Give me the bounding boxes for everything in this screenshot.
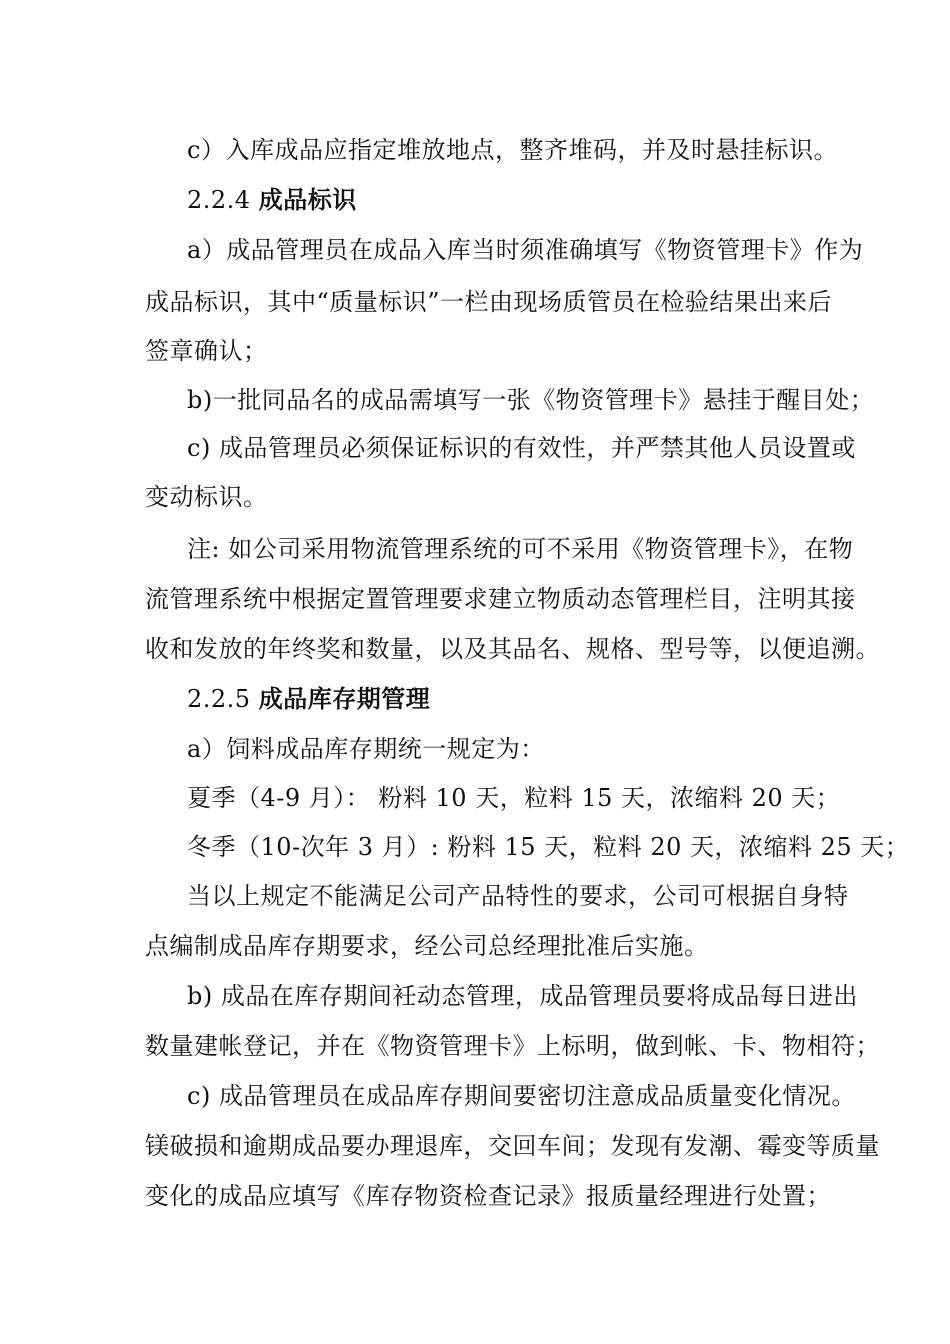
paragraph-line: a）饲料成品库存期统一规定为：: [187, 735, 545, 763]
paragraph-line: c）入库成品应指定堆放地点，整齐堆码，并及时悬挂标识。: [187, 136, 838, 164]
paragraph-line: 变动标识。: [145, 483, 268, 511]
section-heading-2-2-5: [187, 683, 430, 715]
paragraph-line: 镁破损和逾期成品要办理退库，交回车间；发现有发潮、霉变等质量: [145, 1132, 880, 1160]
paragraph-line: 夏季（4-9 月）： 粉料 10 天，粒料 15 天，浓缩料 20 天；: [187, 784, 841, 812]
paragraph-line: 点编制成品库存期要求，经公司总经理批准后实施。: [145, 932, 709, 960]
section-heading-2-2-4: [187, 184, 357, 216]
paragraph-line: 注: 如公司采用物流管理系统的可不采用《物资管理卡》，在物: [187, 535, 854, 563]
paragraph-line: 成品标识，其中“质量标识”一栏由现场质管员在检验结果出来后: [145, 288, 833, 316]
section-number: 2.2.5: [187, 685, 251, 713]
paragraph-line: 数量建帐登记，并在《物资管理卡》上标明，做到帐、卡、物相符；: [145, 1032, 880, 1060]
paragraph-line: b) 成品在库存期间衽动态管理，成品管理员要将成品每日进出: [187, 982, 858, 1010]
paragraph-line: c) 成品管理员在成品库存期间要密切注意成品质量变化情况。: [187, 1082, 856, 1110]
section-title: 成品库存期管理: [258, 684, 431, 713]
paragraph-line: 当以上规定不能满足公司产品特性的要求，公司可根据自身特: [187, 882, 849, 910]
paragraph-line: 流管理系统中根据定置管理要求建立物质动态管理栏目，注明其接: [145, 585, 856, 613]
paragraph-line: 变化的成品应填写《库存物资检查记录》报质量经理进行处置；: [145, 1182, 831, 1210]
paragraph-line: b)一批同品名的成品需填写一张《物资管理卡》悬挂于醒目处；: [187, 386, 875, 414]
paragraph-line: 签章确认；: [145, 337, 268, 365]
paragraph-line: a）成品管理员在成品入库当时须准确填写《物资管理卡》作为: [187, 236, 864, 264]
paragraph-line: 冬季（10-次年 3 月）: 粉料 15 天，粒料 20 天，浓缩料 25 天；: [187, 833, 910, 861]
section-number: 2.2.4: [187, 186, 251, 214]
paragraph-line: 收和发放的年终奖和数量，以及其品名、规格、型号等，以便追溯。: [145, 635, 880, 663]
section-title: 成品标识: [258, 185, 357, 214]
paragraph-line: c) 成品管理员必须保证标识的有效性，并严禁其他人员设置或: [187, 434, 856, 462]
